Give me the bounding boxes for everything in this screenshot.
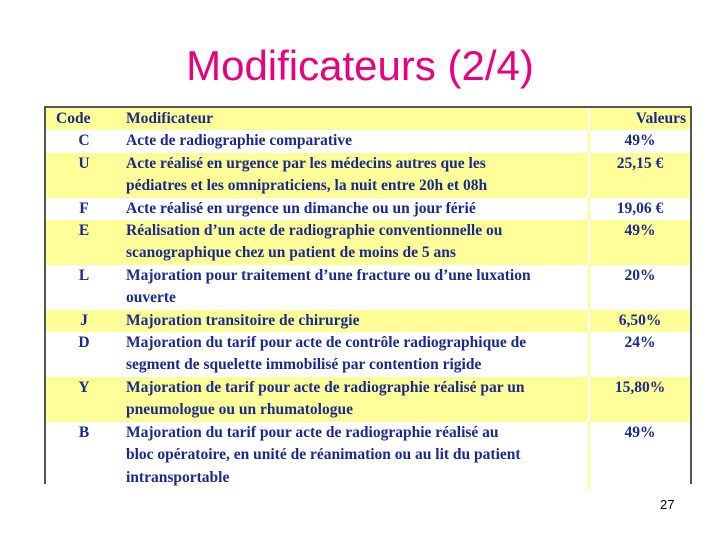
table-row xyxy=(46,198,690,220)
row-value: 19,06 € xyxy=(589,198,690,220)
row-code: D xyxy=(78,334,90,352)
row-code: L xyxy=(78,266,90,284)
row-description xyxy=(122,332,589,377)
row-description xyxy=(122,198,589,220)
row-description-line: scanographique chez un patient de moins de 5 ans xyxy=(126,244,456,262)
header-modificateur: Modificateur xyxy=(126,110,213,127)
row-description xyxy=(122,422,589,489)
row-description-line: Majoration du tarif pour acte de radiographie réalisé au xyxy=(126,423,499,441)
row-code: Y xyxy=(78,378,90,396)
row-description-line: intransportable xyxy=(126,468,230,486)
row-description-line: bloc opératoire, en unité de réanimation ou au lit du patient xyxy=(126,446,521,464)
row-code: J xyxy=(80,311,88,329)
table-row xyxy=(46,422,690,489)
row-description-line: Acte de radiographie comparative xyxy=(126,132,352,150)
row-description-line: Majoration du tarif pour acte de contrôle radiographique de xyxy=(126,334,527,352)
row-description-line: ouverte xyxy=(126,289,176,307)
row-description-line: Majoration de tarif pour acte de radiographie réalisé par un xyxy=(126,378,525,396)
header-code: Code xyxy=(56,110,91,127)
row-code: F xyxy=(79,199,89,217)
row-value: 20% xyxy=(589,265,690,310)
row-value: 6,50% xyxy=(589,310,690,332)
row-description-line: Majoration pour traitement d’une fracture ou d’une luxation xyxy=(126,266,531,284)
row-description-line: Réalisation d’un acte de radiographie conventionnelle ou xyxy=(126,222,503,240)
row-value: 49% xyxy=(589,220,690,265)
table-row xyxy=(46,310,690,332)
row-description-line: segment de squelette immobilisé par contention rigide xyxy=(126,356,482,374)
row-description-line: Majoration transitoire de chirurgie xyxy=(126,311,360,329)
table-row xyxy=(46,377,690,422)
row-description xyxy=(122,130,589,152)
row-description-line: Acte réalisé en urgence un dimanche ou un jour férié xyxy=(126,199,476,217)
row-code: U xyxy=(78,154,90,172)
table-row xyxy=(46,220,690,265)
table-row xyxy=(46,265,690,310)
table-row xyxy=(46,332,690,377)
row-value: 24% xyxy=(589,332,690,377)
row-code: C xyxy=(78,132,90,150)
row-value: 49% xyxy=(589,422,690,489)
row-description xyxy=(122,310,589,332)
row-description xyxy=(122,153,589,198)
row-value: 25,15 € xyxy=(589,153,690,198)
header-valeurs: Valeurs xyxy=(589,108,690,130)
row-description-line: pneumologue ou un rhumatologue xyxy=(126,401,353,419)
table-row xyxy=(46,153,690,198)
row-code: B xyxy=(78,423,90,441)
row-description xyxy=(122,220,589,265)
row-description xyxy=(122,265,589,310)
row-value: 49% xyxy=(589,130,690,152)
row-description-line: pédiatres et les omnipraticiens, la nuit entre 20h et 08h xyxy=(126,177,488,195)
row-value: 15,80% xyxy=(589,377,690,422)
row-description xyxy=(122,377,589,422)
row-code: E xyxy=(78,222,90,240)
row-description-line: Acte réalisé en urgence par les médecins autres que les xyxy=(126,154,486,172)
slide-title: Modificateurs (2/4) xyxy=(186,42,534,89)
page-number: 27 xyxy=(660,497,675,512)
modifier-table xyxy=(44,106,692,484)
table-row xyxy=(46,130,690,152)
table-header-row xyxy=(46,108,690,130)
